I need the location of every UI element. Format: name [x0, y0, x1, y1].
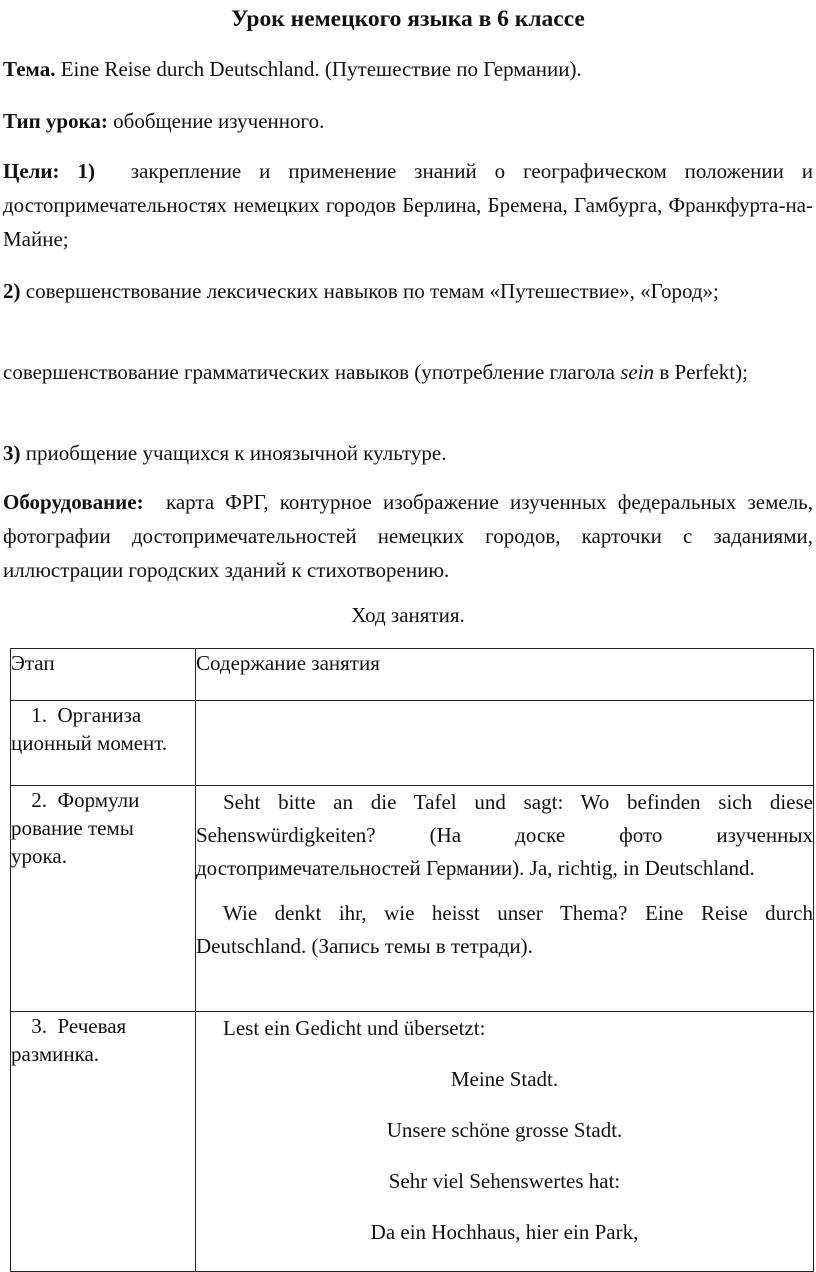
stage-cell	[11, 701, 196, 786]
poem-line: Sehr viel Sehenswertes hat:	[388, 1169, 621, 1193]
stage-number: 1.	[31, 703, 47, 727]
goal-3-text: приобщение учащихся к иноязычной культуре.	[25, 441, 447, 465]
goal-1-number: 1)	[77, 159, 95, 183]
goal-2b-text-after: в Perfekt);	[659, 360, 748, 384]
goal-3-number: 3)	[3, 441, 21, 465]
stage-cell	[11, 1012, 196, 1272]
poem-line: Meine Stadt.	[450, 1067, 559, 1091]
lesson-table	[10, 648, 814, 1272]
equipment-paragraph	[3, 485, 813, 587]
stage-number: 2.	[31, 788, 47, 812]
equipment-text: карта ФРГ, контурное изображение изученных федеральных земель, фотографии достопримечательностей немецких городов, карточки с заданиями, иллюстрации городских зданий к стихотворению.	[3, 490, 813, 582]
content-cell	[196, 1012, 814, 1272]
document-title: Урок немецкого языка в 6 классе	[231, 6, 585, 32]
goal-1-text: закрепление и применение знаний о географическом положении и достопримечательностях немецких городов Берлина, Бремена, Гамбурга, Франкфурта-на-Майне;	[3, 159, 814, 251]
goal-2-text: совершенствование лексических навыков по темам «Путешествие», «Город»;	[25, 279, 719, 303]
topic-line	[3, 52, 813, 86]
table-header-row	[11, 649, 814, 701]
goal-2-paragraph	[3, 274, 813, 308]
goals-label: Цели:	[3, 159, 60, 183]
lesson-type-line	[3, 104, 813, 138]
lesson-flow-heading: Ход занятия.	[351, 603, 465, 627]
goal-2b-text-before: совершенствование грамматических навыков (употребление глагола	[3, 360, 615, 384]
lesson-type-text: обобщение изученного.	[113, 109, 325, 133]
stage-name: Формули рование темы урока.	[11, 788, 140, 868]
table-row	[11, 1012, 814, 1272]
content-cell	[196, 786, 814, 1012]
poem-line: Da ein Hochhaus, hier ein Park,	[370, 1220, 639, 1244]
stage-number: 3.	[31, 1014, 47, 1038]
stage-name: Организа ционный момент.	[11, 703, 168, 755]
goal-2b-paragraph	[3, 355, 813, 389]
topic-label: Тема.	[3, 57, 56, 81]
stage-name: Речевая разминка.	[11, 1014, 127, 1066]
table-row	[11, 701, 814, 786]
goal-1-paragraph	[3, 154, 813, 256]
goal-3-paragraph	[3, 436, 813, 470]
equipment-label: Оборудование:	[3, 490, 144, 514]
stage-cell	[11, 786, 196, 1012]
content-paragraph: Wie denkt ihr, wie heisst unser Thema? Eine Reise durch Deutschland. (Запись темы в тетради).	[196, 901, 813, 958]
header-content: Содержание занятия	[196, 649, 814, 701]
header-stage: Этап	[11, 649, 196, 701]
goal-2-number: 2)	[3, 279, 21, 303]
table-row	[11, 786, 814, 1012]
lesson-type-label: Тип урока:	[3, 109, 108, 133]
poem-line: Unsere schöne grosse Stadt.	[386, 1118, 623, 1142]
content-cell	[196, 701, 814, 786]
topic-text: Eine Reise durch Deutschland. (Путешествие по Германии).	[60, 57, 582, 81]
goal-2b-italic-word: sein	[620, 360, 655, 384]
poem-intro: Lest ein Gedicht und übersetzt:	[223, 1016, 486, 1040]
content-paragraph: Seht bitte an die Tafel und sagt: Wo befinden sich diese Sehenswürdigkeiten? (На доске фото изученных достопримечательностей Германии). Ja, richtig, in Deutschland.	[196, 790, 813, 880]
